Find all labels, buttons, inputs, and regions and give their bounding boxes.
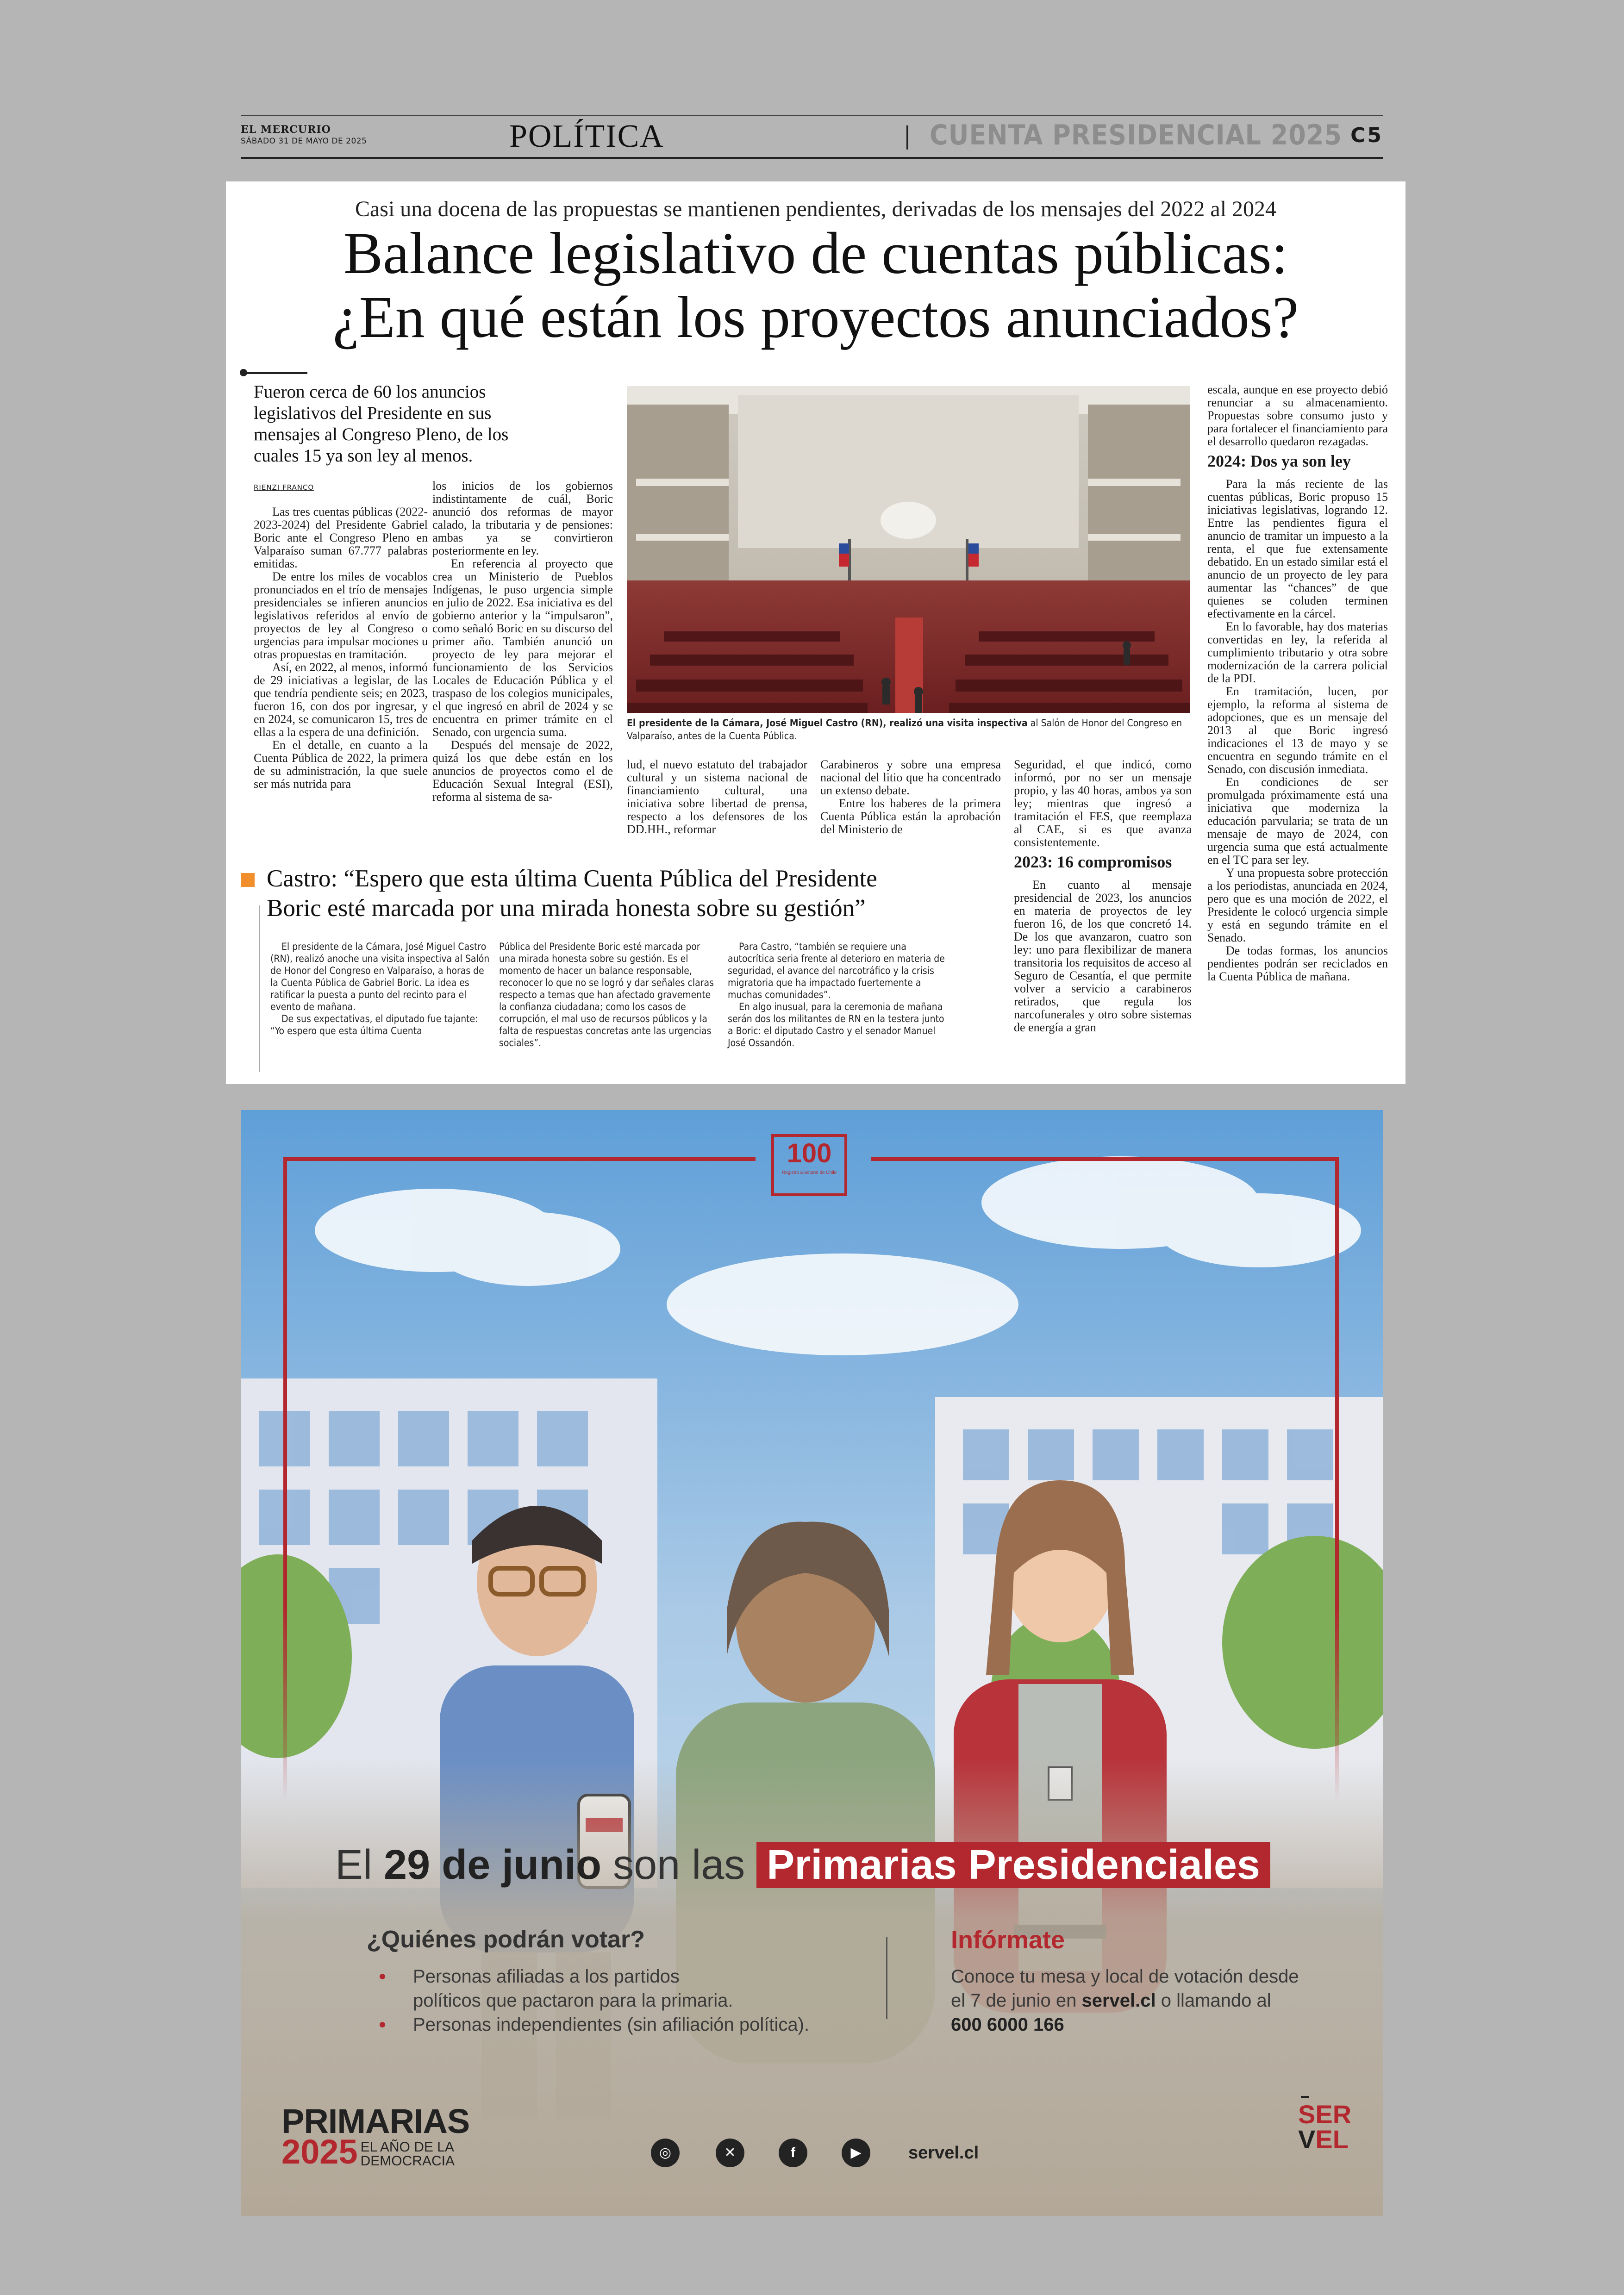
paragraph: De sus expectativas, el diputado fue tajante: “Yo espero que esta última Cuenta: [270, 1013, 478, 1036]
caption-bold: El presidente de la Cámara, José Miguel Castro (RN), realizó una visita inspectiva: [627, 717, 1028, 729]
instagram-icon[interactable]: ◎: [651, 2139, 680, 2167]
phone-number: 600 6000 166: [951, 2014, 1064, 2035]
article-column-5: [1014, 758, 1192, 1034]
lead-rule: [243, 372, 307, 374]
paragraph: De todas formas, los anuncios pendientes podrán ser reciclados en la Cuenta Pública de mañana.: [1207, 944, 1388, 983]
caption-text: al Salón de Honor del Congreso en Valparaíso, antes de la Cuenta Pública.: [627, 717, 1182, 742]
logo-subtitle: Registro Electoral de Chile: [781, 1170, 837, 1175]
subsection-title: CUENTA PRESIDENCIAL 2025: [930, 119, 1342, 151]
youtube-icon[interactable]: ▶: [842, 2139, 870, 2167]
headline-line-2: ¿En qué están los proyectos anunciados?: [332, 284, 1299, 350]
newspaper-name: EL MERCURIO: [241, 124, 331, 136]
servel-advertisement: [241, 1110, 1383, 2216]
ad-illustration: [241, 1110, 1383, 2216]
servel-logo-bar: [1301, 2096, 1309, 2098]
paragraph: Y una propuesta sobre protección a los periodistas, anunciada en 2024, pero que es una moción de 2022, el Presidente le colocó urgencia simple y está en segundo trámite en el Senado.: [1207, 866, 1388, 944]
title-date: 29 de junio: [384, 1842, 602, 1888]
who-can-vote-heading: ¿Quiénes podrán votar?: [367, 1926, 645, 1953]
paragraph: Las tres cuentas públicas (2022-2023-2024) del Presidente Gabriel Boric ante el Congreso Pleno en Valparaíso suman 67.777 palabras emitidas.: [254, 505, 428, 570]
sub-story-column-3: [728, 941, 948, 1049]
congress-hall-photo: [627, 386, 1190, 713]
paragraph: En el detalle, en cuanto a la Cuenta Pública de 2022, la primera de su administración, la que suele ser más nutrida para: [254, 738, 428, 791]
paragraph: De entre los miles de vocablos pronunciados en el trío de mensajes presidenciales se infieren anuncios legislativos referidos al envío de proyectos de ley al Congreso o urgencias para impulsar mociones u otras propuestas en tramitación.: [254, 570, 428, 661]
paragraph: Para la más reciente de las cuentas públicas, Boric propuso 15 iniciativas legislativas, logrando 12. Entre las pendientes figura el anuncio de tramitar un impuesto a la renta, el que fue extensamente debatido. En un estado similar está el anuncio de un proyecto de ley para aumentar las “chances” de que quienes se coluden terminen efectivamente en la cárcel.: [1207, 477, 1388, 620]
servel-logo-v: V: [1298, 2125, 1316, 2154]
paragraph: los inicios de los gobiernos indistintamente de cuál, Boric anunció dos reformas de mayor calado, la tributaria y de pensiones: ambas ya se convirtieron posteriormente en ley.: [432, 479, 613, 557]
paragraph: En referencia al proyecto que crea un Ministerio de Pueblos Indígenas, le puso urgencia simple en julio de 2022. Esa iniciativa es del gobierno anterior y la “impulsaron”, como señaló Boric en su discurso del primer año. También anunció un proyecto de ley para mejorar el funcionamiento de los Servicios Locales de Educación Pública y el traspaso de los colegios municipales, el que ingresó en abril de 2024 y se encuentra en primer trámite en el Senado, con urgencia suma.: [432, 557, 613, 739]
paragraph: Carabineros y sobre una empresa nacional del litio que ha concentrado un extenso debate.: [820, 758, 1001, 797]
section-heading-2023: 2023: 16 compromisos: [1014, 853, 1172, 871]
website-link[interactable]: servel.cl: [908, 2143, 979, 2163]
facebook-icon[interactable]: f: [779, 2139, 807, 2167]
article-column-2: [432, 480, 613, 804]
paragraph: En cuanto al mensaje presidencial de 2023, los anuncios en materia de proyectos de ley fueron 16, de los que concretó 14. De los que avanzaron, cuatro son ley: uno para flexibilizar de manera transitoria los requisitos de acceso al Seguro de Cesantía, el que permite volver a servicio a carabineros retirados, que regula los narcofunerales y otro sobre sistemas de energía a gran: [1014, 878, 1192, 1034]
paragraph: En lo favorable, hay dos materias convertidas en ley, la referida al cumplimiento tributario y otra sobre modernización de la carrera policial de la PDI.: [1207, 620, 1388, 685]
photo-caption: [627, 717, 1190, 742]
article-lead: Fueron cerca de 60 los anuncios legislativos del Presidente en sus mensajes al Congreso Pleno, de los cuales 15 ya son ley al menos.: [254, 382, 509, 466]
title-pre: El: [335, 1842, 384, 1888]
list-item-text: Personas afiliadas a los partidos políticos que pactaron para la primaria.: [413, 1966, 733, 2011]
info-text: [951, 1964, 1303, 2037]
list-item: [380, 1964, 741, 2013]
article: [226, 181, 1405, 1084]
ad-frame-top-right: [871, 1157, 1339, 1161]
paragraph: Entre los haberes de la primera Cuenta Pública están la aprobación del Ministerio de: [820, 797, 1001, 836]
article-column-3: [627, 758, 807, 836]
paragraph: En algo inusual, para la ceremonia de mañana serán dos los militantes de RN en la testera junto a Boric: el diputado Castro y el senador Manuel José Ossandón.: [728, 1001, 944, 1048]
sub-story-column-1: [270, 941, 491, 1037]
servel-link[interactable]: servel.cl: [1081, 1990, 1156, 2011]
paragraph: Así, en 2022, al menos, informó de 29 iniciativas a legislar, de las que tendría pendiente seis; en 2023, fueron 16, con dos por ingresar, y en 2024, se comunicaron 15, tres de ellas a la espera de una definición.: [254, 661, 428, 739]
servel-logo-el: EL: [1315, 2125, 1349, 2154]
section-title: POLÍTICA: [509, 118, 664, 154]
ad-frame-top-left: [283, 1157, 756, 1161]
photo-illustration: [627, 386, 1190, 713]
brand-line-1: PRIMARIAS: [281, 2102, 470, 2140]
ad-frame-right: [1335, 1157, 1339, 1801]
page-number: C5: [1350, 124, 1383, 147]
brand-tagline: EL AÑO DE LA DEMOCRACIA: [360, 2139, 455, 2169]
paragraph: Para Castro, “también se requiere una autocrítica seria frente al deterioro en materia de seguridad, el avance del narcotráfico y la crisis migratoria que ha impactado fuertemente a muchas comunidades”.: [728, 941, 945, 1000]
primarias-2025-logo: [281, 2102, 470, 2171]
bullet-icon: [380, 2022, 385, 2027]
list-item: [380, 2013, 809, 2037]
logo-number: 100: [787, 1138, 832, 1168]
bullet-icon: [380, 1974, 385, 1979]
article-kicker: Casi una docena de las propuestas se mantienen pendientes, derivadas de los mensajes del 2022 al 2024: [355, 197, 1277, 221]
title-mid: son las: [601, 1842, 757, 1888]
paragraph: Después del mensaje de 2022, quizá los que debe están en los anuncios de proyectos como el de Educación Sexual Integral (ESI), reforma al sistema de sa-: [432, 738, 613, 804]
sub-headline-line-1: Castro: “Espero que esta última Cuenta Pública del Presidente: [267, 865, 877, 892]
ad-column-divider: [886, 1937, 887, 2019]
article-byline: RIENZI FRANCO: [254, 483, 314, 492]
sub-story-title: [267, 864, 877, 923]
ad-title: [335, 1841, 1270, 1889]
paragraph: escala, aunque en ese proyecto debió renunciar a su almacenamiento. Propuestas sobre consumo justo y para fortalecer el financiamiento para el desarrollo quedaron rezagadas.: [1207, 383, 1388, 448]
info-text-pre: Conoce tu mesa y local de votación desde el 7 de junio en: [951, 1966, 1299, 2011]
list-item-text: Personas independientes (sin afiliación política).: [413, 2014, 810, 2035]
section-heading-2024: 2024: Dos ya son ley: [1207, 452, 1351, 470]
x-icon[interactable]: ✕: [716, 2139, 744, 2167]
sub-story-rule: [259, 905, 260, 1072]
article-column-1: [254, 505, 428, 791]
who-can-vote-list: [380, 1964, 809, 2037]
page-header: [241, 115, 1383, 159]
article-column-4: [820, 758, 1001, 836]
sub-story-column-2: [499, 941, 719, 1049]
paragraph: En condiciones de ser promulgada próximamente está una iniciativa que moderniza la educación parvularia; se trata de un mensaje de mayo de 2024, con urgencia suma que está actualmente en el TC para ser ley.: [1207, 775, 1388, 867]
orange-square-marker: [241, 873, 255, 887]
headline-line-1: Balance legislativo de cuentas públicas:: [343, 220, 1288, 286]
brand-year: 2025: [281, 2133, 358, 2171]
issue-date: SÁBADO 31 DE MAYO DE 2025: [241, 137, 367, 146]
paragraph: Seguridad, el que indicó, como informó, por no ser un mensaje propio, y las 40 horas, ambos ya son ley; mientras que ingresó a tramitación el FES, que reemplaza al CAE, si es que avanza consistentemente.: [1014, 758, 1192, 849]
title-highlight: Primarias Presidenciales: [756, 1842, 1270, 1888]
paragraph: lud, el nuevo estatuto del trabajador cultural y un sistema nacional de financiamiento cultural, una iniciativa sobre libertad de prensa, respecto a los defensores de los DD.HH., reformar: [627, 758, 807, 836]
servel-logo-line-2: [1298, 2127, 1351, 2152]
paragraph: En tramitación, lucen, por ejemplo, la reforma al sistema de adopciones, que es un mensaje del 2013 al que Boric ingresó indicaciones el 13 de mayo y se encuentra en segundo trámite en el Senado, con discusión inmediata.: [1207, 685, 1388, 776]
header-separator: [906, 125, 908, 150]
article-column-6: [1207, 383, 1388, 983]
info-heading: Infórmate: [951, 1926, 1065, 1954]
article-headline: [226, 221, 1405, 349]
servel-logo-line-1: SER: [1298, 2100, 1352, 2129]
paragraph: Pública del Presidente Boric esté marcada por una mirada honesta sobre su gestión. Es el momento de hacer un balance responsable, reconocer lo que no se logró y dar señales claras respecto a temas que han afectado gravemente la confianza ciudadana; como los casos de corrupción, el mal uso de recursos públicos y la falta de respuestas concretas ante las urgencias sociales”.: [499, 941, 714, 1048]
info-text-mid: o llamando al: [1156, 1990, 1271, 2011]
paragraph: El presidente de la Cámara, José Miguel Castro (RN), realizó anoche una visita inspectiva al Salón de Honor del Congreso en Valparaíso, a horas de la Cuenta Pública de Gabriel Boric. La idea es ratificar la puesta a punto del recinto para el evento de mañana.: [270, 941, 490, 1012]
sub-headline-line-2: Boric esté marcada por una mirada honesta sobre su gestión”: [267, 895, 866, 922]
ad-frame-left: [283, 1157, 287, 1801]
registro-100-logo: [771, 1134, 847, 1196]
servel-logo: [1298, 2096, 1351, 2152]
